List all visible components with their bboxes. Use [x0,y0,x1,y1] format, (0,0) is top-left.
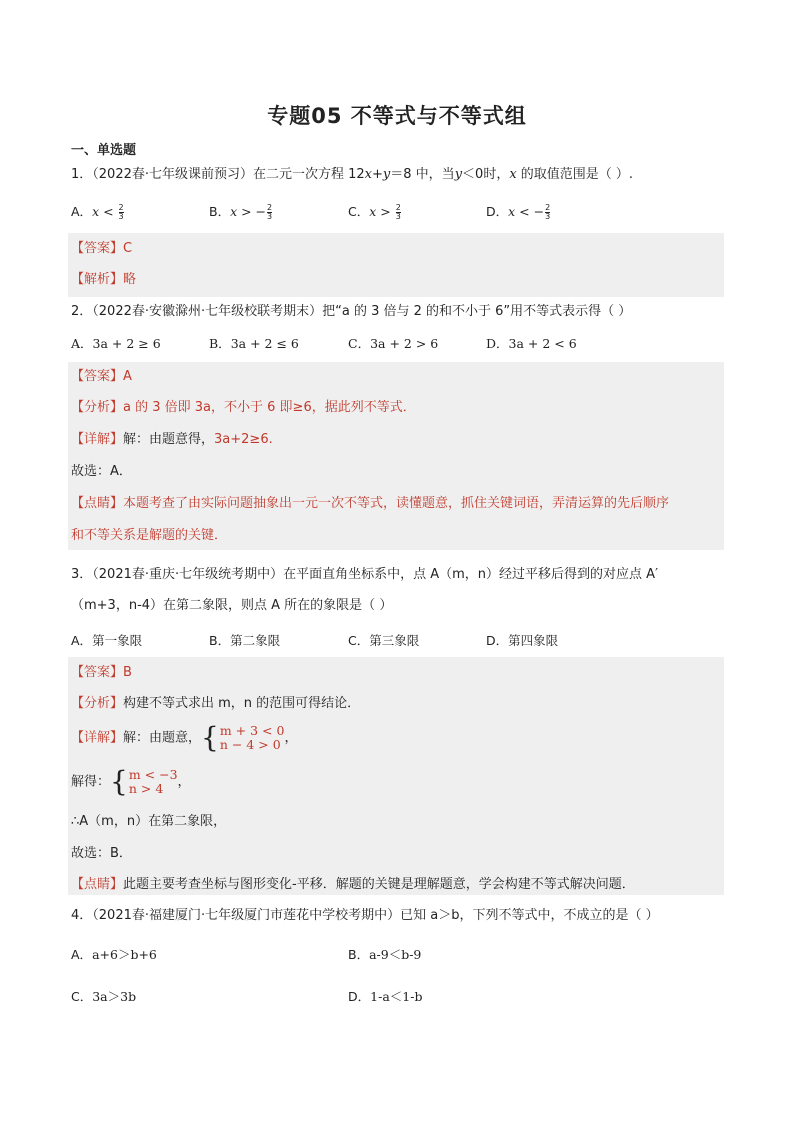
q2-dianjing-1: 【点睛】本题考查了由实际问题抽象出一元一次不等式，读懂题意，抓住关键词语，弄清运算的先后顺序 [71,496,670,511]
left-brace-icon: { [110,765,128,798]
q2-dianjing-2: 和不等关系是解题的关键． [71,528,228,543]
q1-option-c[interactable]: C．x > $\frac{2}{3}$ [348,203,401,221]
q2-guxuan: 故选：A． [71,464,132,479]
q4-option-d[interactable]: D．1-a＜1-b [348,989,423,1004]
q2-option-d[interactable]: D．3a + 2 < 6 [486,336,577,351]
q4-option-a[interactable]: A．a+6＞b+6 [71,947,157,962]
inequality-system-1: m + 3 < 0 n − 4 > 0 [219,723,285,752]
q3-option-b[interactable]: B．第二象限 [209,633,281,648]
q3-xiangjie: 【详解】解：由题意，{ m + 3 < 0 n − 4 > 0 ， [71,721,298,754]
q3-fenxi: 【分析】构建不等式求出 m，n 的范围可得结论． [71,696,361,711]
inequality-system-2: m < −3 n > 4 [128,767,178,796]
q1-option-a[interactable]: A．x < $\frac{2}{3}$ [71,203,124,221]
q3-option-d[interactable]: D．第四象限 [486,633,559,648]
q3-option-a[interactable]: A．第一象限 [71,633,143,648]
q2-option-b[interactable]: B．3a + 2 ≤ 6 [209,336,299,351]
q2-answer: 【答案】A [71,369,132,384]
q1-option-d[interactable]: D．x < − $\frac{2}{3}$ [486,203,551,221]
q4-option-b[interactable]: B．a-9＜b-9 [348,947,422,962]
fraction: $\frac{2}{3}$ [267,203,273,221]
q2-fenxi: 【分析】a 的 3 倍即 3a，不小于 6 即≥6，据此列不等式． [71,400,416,415]
q2-answer-block [68,362,724,550]
q1-answer: 【答案】C [71,241,133,256]
fraction: $\frac{2}{3}$ [545,203,551,221]
q2-option-c[interactable]: C．3a + 2 > 6 [348,336,439,351]
q3-stem-2: （m+3，n-4）在第二象限，则点 A 所在的象限是（ ） [71,598,393,613]
q3-conclusion: ∴A（m，n）在第二象限， [71,814,227,829]
q3-dianjing: 【点睛】此题主要考查坐标与图形变化-平移．解题的关键是理解题意，学会构建不等式解决问题． [71,877,635,892]
q3-guxuan: 故选：B． [71,846,132,861]
q4-stem: 4．（2021春·福建厦门·七年级厦门市莲花中学校考期中）已知 a＞b，下列不等式中，不成立的是（ ） [71,908,659,923]
q1-analysis: 【解析】略 [71,272,137,287]
left-brace-icon: { [201,721,219,754]
q4-option-c[interactable]: C．3a＞3b [71,989,137,1004]
q1-option-b[interactable]: B．x > − $\frac{2}{3}$ [209,203,273,221]
q1-answer-block [68,233,724,297]
q3-option-c[interactable]: C．第三象限 [348,633,420,648]
page-title: 专题05 不等式与不等式组 [267,104,527,128]
q3-stem-1: 3．（2021春·重庆·七年级统考期中）在平面直角坐标系中，点 A（m，n）经过平移后得到的对应点 A′ [71,567,659,582]
q2-option-a[interactable]: A．3a + 2 ≥ 6 [71,336,161,351]
fraction: $\frac{2}{3}$ [395,203,401,221]
q2-xiangjie: 【详解】解：由题意得，3a+2≥6. [71,432,273,447]
fraction: $\frac{2}{3}$ [118,203,124,221]
q3-jiede: 解得：{ m < −3 n > 4 ， [71,765,191,798]
section-heading: 一、单选题 [71,143,137,158]
q3-answer: 【答案】B [71,665,132,680]
q1-stem: 1．（2022春·七年级课前预习）在二元一次方程 12x+y＝8 中，当y＜0时，x 的取值范围是（ ）. [71,167,634,182]
q2-stem: 2．（2022春·安徽滁州·七年级校联考期末）把“a 的 3 倍与 2 的和不小于 6”用不等式表示得（ ） [71,304,632,319]
